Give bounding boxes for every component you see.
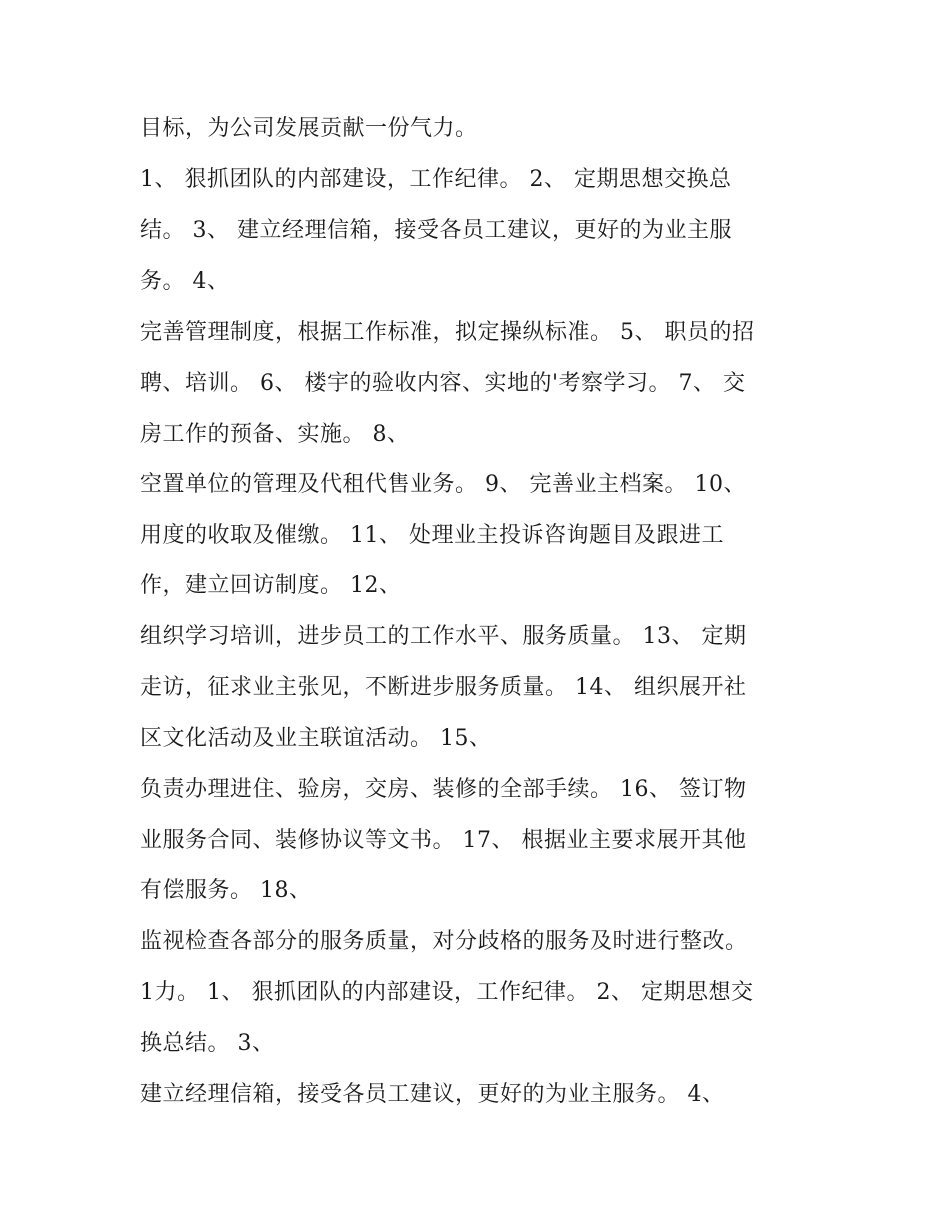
text-line-2: 1、 狠抓团队的内部建设，工作纪律。 2、 定期思想交换总 xyxy=(140,167,732,192)
text-line-7: 房工作的预备、实施。 8、 xyxy=(140,422,410,447)
text-line-15: 业服务合同、装修协议等文书。 17、 根据业主要求展开其他 xyxy=(140,828,747,853)
text-line-6: 聘、培训。 6、 楼宇的验收内容、实地的'考察学习。 7、 交 xyxy=(140,371,746,396)
text-line-10: 作，建立回访制度。 12、 xyxy=(140,573,402,598)
text-line-17: 监视检查各部分的服务质量，对分歧格的服务及时进行整改。 xyxy=(140,929,748,954)
text-line-5: 完善管理制度，根据工作标准，拟定操纵标准。 5、 职员的招 xyxy=(140,320,755,345)
text-line-4: 务。 4、 xyxy=(140,269,230,294)
text-line-20: 建立经理信箱，接受各员工建议，更好的为业主服务。 4、 xyxy=(140,1082,725,1107)
text-line-1: 目标，为公司发展贡献一份气力。 xyxy=(140,116,478,141)
text-line-11: 组织学习培训，进步员工的工作水平、服务质量。 13、 定期 xyxy=(140,624,747,649)
text-line-8: 空置单位的管理及代租代售业务。 9、 完善业主档案。 10、 xyxy=(140,472,746,497)
text-line-3: 结。 3、 建立经理信箱，接受各员工建议，更好的为业主服 xyxy=(140,218,732,243)
text-line-9: 用度的收取及催缴。 11、 处理业主投诉咨询题目及跟进工 xyxy=(140,523,724,548)
text-line-16: 有偿服务。 18、 xyxy=(140,878,312,903)
text-line-18: 1力。 1、 狠抓团队的内部建设，工作纪律。 2、 定期思想交 xyxy=(140,980,754,1005)
text-line-19: 换总结。 3、 xyxy=(140,1031,275,1056)
text-line-14: 负责办理进住、验房，交房、装修的全部手续。 16、 签订物 xyxy=(140,777,747,802)
text-line-13: 区文化活动及业主联谊活动。 15、 xyxy=(140,726,492,751)
text-line-12: 走访，征求业主张见，不断进步服务质量。 14、 组织展开社 xyxy=(140,675,747,700)
